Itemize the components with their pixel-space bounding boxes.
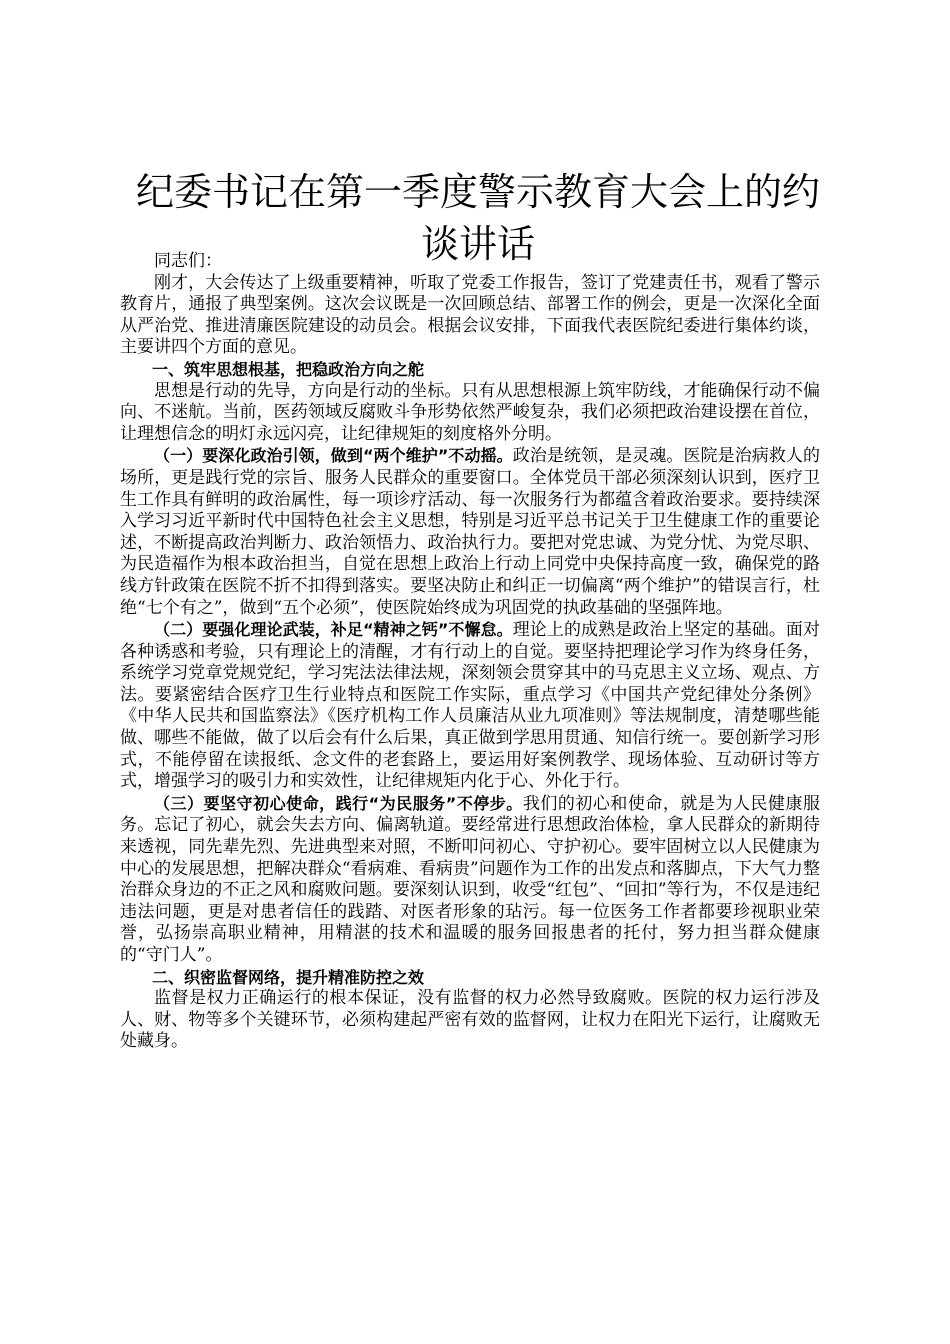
salutation: 同志们： — [154, 251, 222, 271]
section-1-item-1 — [120, 445, 820, 619]
section-1-intro: 思想是行动的先导，方向是行动的坐标。只有从思想根源上筑牢防线，才能确保行动不偏向、不迷航。当前，医药领域反腐败斗争形势依然严峻复杂，我们必须把政治建设摆在首位，让理想信念的明灯永远闪亮，让纪律规矩的刻度格外分明。 — [120, 380, 820, 444]
section-1-item-3 — [120, 793, 820, 967]
section-2-intro: 监督是权力正确运行的根本保证，没有监督的权力必然导致腐败。医院的权力运行涉及人、财、物等多个关键环节，必须构建起严密有效的监督网，让权力在阳光下运行，让腐败无处藏身。 — [120, 988, 820, 1052]
section-1-heading: 一、筑牢思想根基，把稳政治方向之舵 — [152, 359, 425, 379]
item-2-lead: （二）要强化理论武装，补足“精神之钙”不懈怠。 — [154, 620, 513, 640]
document-body — [120, 251, 820, 1053]
document-title: 纪委书记在第一季度警示教育大会上的约谈讲话 — [135, 170, 820, 266]
section-1-item-2 — [120, 619, 820, 793]
item-1-lead: （一）要深化政治引领，做到“两个维护”不动摇。 — [154, 446, 513, 466]
item-1-text: 政治是统领，是灵魂。医院是治病救人的场所，更是践行党的宗旨、服务人民群众的重要窗口。全体党员干部必须深刻认识到，医疗卫生工作具有鲜明的政治属性，每一项诊疗活动、每一次服务行为都蕴含着政治要求。要持续深入学习习近平新时代中国特色社会主义思想，特别是习近平总书记关于卫生健康工作的重要论述，不断提高政治判断力、政治领悟力、政治执行力。要把对党忠诚、为党分忧、为党尽职、为民造福作为根本政治担当，自觉在思想上政治上行动上同党中央保持高度一致，确保党的路线方针政策在医院不折不扣得到落实。要坚决防止和纠正一切偏离“两个维护”的错误言行，杜绝“七个有之”，做到“五个必须”，使医院始终成为巩固党的执政基础的坚强阵地。 — [120, 446, 820, 618]
item-3-text: 我们的初心和使命，就是为人民健康服务。忘记了初心，就会失去方向、偏离轨道。要经常进行思想政治体检，拿人民群众的新期待来透视，同先辈先烈、先进典型来对照，不断叩问初心、守护初心。要牢固树立以人民健康为中心的发展思想，把解决群众“看病难、看病贵”问题作为工作的出发点和落脚点，下大气力整治群众身边的不正之风和腐败问题。要深刻认识到，收受“红包”、“回扣”等行为，不仅是违纪违法问题，更是对患者信任的践踏、对医者形象的玷污。每一位医务工作者都要珍视职业荣誉，弘扬崇高职业精神，用精湛的技术和温暖的服务回报患者的托付，努力担当群众健康的“守门人”。 — [120, 793, 820, 965]
intro-paragraph: 刚才，大会传达了上级重要精神，听取了党委工作报告，签订了党建责任书，观看了警示教育片，通报了典型案例。这次会议既是一次回顾总结、部署工作的例会，更是一次深化全面从严治党、推进清廉医院建设的动员会。根据会议安排，下面我代表医院纪委进行集体约谈，主要讲四个方面的意见。 — [120, 272, 820, 358]
item-2-text: 理论上的成熟是政治上坚定的基础。面对各种诱惑和考验，只有理论上的清醒，才有行动上的自觉。要坚持把理论学习作为终身任务，系统学习党章党规党纪，学习宪法法律法规，深刻领会贯穿其中的马克思主义立场、观点、方法。要紧密结合医疗卫生行业特点和医院工作实际，重点学习《中国共产党纪律处分条例》《中华人民共和国监察法》《医疗机构工作人员廉洁从业九项准则》等法规制度，清楚哪些能做、哪些不能做，做了以后会有什么后果，真正做到学思用贯通、知信行统一。要创新学习形式，不能停留在读报纸、念文件的老套路上，要运用好案例教学、现场体验、互动研讨等方式，增强学习的吸引力和实效性，让纪律规矩内化于心、外化于行。 — [120, 620, 820, 792]
section-2-heading: 二、织密监督网络，提升精准防控之效 — [152, 967, 425, 987]
item-3-lead: （三）要坚守初心使命，践行“为民服务”不停步。 — [154, 793, 523, 813]
